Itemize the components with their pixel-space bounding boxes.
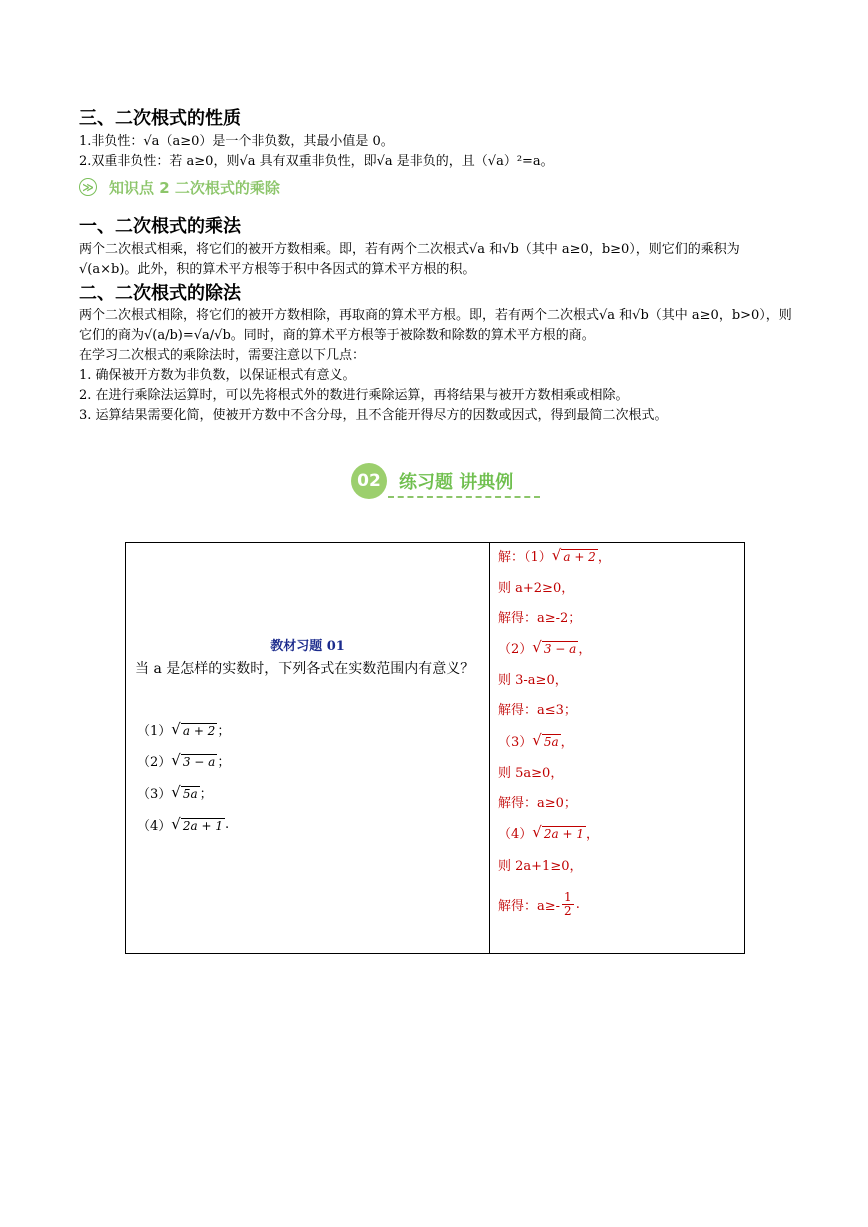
multiplication-paragraph: 两个二次根式相乘，将它们的被开方数相乘。即，若有两个二次根式√a 和√b（其中 a≥0，b≥0），则它们的乘积为√(a×b)。此外，积的算术平方根等于积中各因式的算术平方根的积。 xyxy=(79,242,740,277)
badge-label: 练习题 讲典例 xyxy=(399,472,514,493)
fraction-one-half: $\frac{1}{2}$ xyxy=(564,889,572,918)
solution-final-line: 解得：a≥- $\frac{1}{2}$ . xyxy=(498,889,580,918)
solution-line: 解：（1） √ a + 2 ， xyxy=(498,545,611,565)
badge-underline xyxy=(388,496,540,498)
solution-line: 则 5a≥0， xyxy=(498,765,564,781)
example-title: 教材习题 01 xyxy=(270,639,345,654)
property-line-1: 1.非负性：√a（a≥0）是一个非负数，其最小值是 0。 xyxy=(79,134,394,149)
example-question: 当 a 是怎样的实数时，下列各式在实数范围内有意义？ xyxy=(135,661,475,677)
question-item-2: （2） √ 3 − a ； xyxy=(137,750,231,770)
section-heading-properties: 三、二次根式的性质 xyxy=(79,108,241,129)
note-2: 2. 在进行乘除法运算时，可以先将根式外的数进行乘除运算，再将结果与被开方数相乘或相除。 xyxy=(79,388,629,403)
solution-line: （4） √ 2a + 1 ， xyxy=(498,822,599,842)
division-paragraph: 两个二次根式相除，将它们的被开方数相除，再取商的算术平方根。即，若有两个二次根式√a 和√b（其中 a≥0，b>0），则它们的商为√(a/b)=√a/√b。同时，商的算术平方根等于被除数和除数的算术平方根的商。 xyxy=(79,308,792,343)
section-heading-division: 二、二次根式的除法 xyxy=(79,283,241,304)
example-table xyxy=(125,542,745,954)
solution-line: 解得：a≥0； xyxy=(498,795,577,811)
solution-line: （2） √ 3 − a ， xyxy=(498,637,592,657)
radical-expression: √ 2a + 1 xyxy=(171,814,223,833)
question-item-3: （3） √ 5a ； xyxy=(137,782,213,802)
knowledge-point-label: 知识点 2 二次根式的乘除 xyxy=(109,178,280,197)
note-1: 1. 确保被开方数为非负数，以保证根式有意义。 xyxy=(79,368,356,383)
badge-number: 02 xyxy=(351,463,387,499)
question-cell xyxy=(126,543,490,954)
notes-intro: 在学习二次根式的乘除法时，需要注意以下几点： xyxy=(79,348,366,363)
solution-line: 解得：a≤3； xyxy=(498,702,577,718)
property-line-2: 2.双重非负性：若 a≥0，则√a 具有双重非负性，即√a 是非负的，且（√a）²=a。 xyxy=(79,154,554,169)
section-heading-multiplication: 一、二次根式的乘法 xyxy=(79,216,241,237)
question-item-4: （4） √ 2a + 1 . xyxy=(137,814,230,834)
circle-chevron-icon: ≫ xyxy=(79,178,97,196)
solution-line: （3） √ 5a ， xyxy=(498,730,574,750)
solution-line: 则 3-a≥0， xyxy=(498,672,568,688)
solution-line: 则 2a+1≥0， xyxy=(498,858,583,874)
exercise-section-badge xyxy=(351,463,513,499)
radical-expression: √ 5a xyxy=(171,782,198,801)
radical-expression: √ a + 2 xyxy=(171,719,216,738)
solution-line: 解得：a≥-2； xyxy=(498,610,582,626)
solution-cell xyxy=(490,543,745,954)
radical-expression: √ 3 − a xyxy=(171,750,216,769)
solution-line: 则 a+2≥0， xyxy=(498,580,575,596)
knowledge-point-header xyxy=(79,177,280,197)
note-3: 3. 运算结果需要化简，使被开方数中不含分母，且不含能开得尽方的因数或因式，得到最简二次根式。 xyxy=(79,408,668,423)
question-item-1: （1） √ a + 2 ； xyxy=(137,719,231,739)
